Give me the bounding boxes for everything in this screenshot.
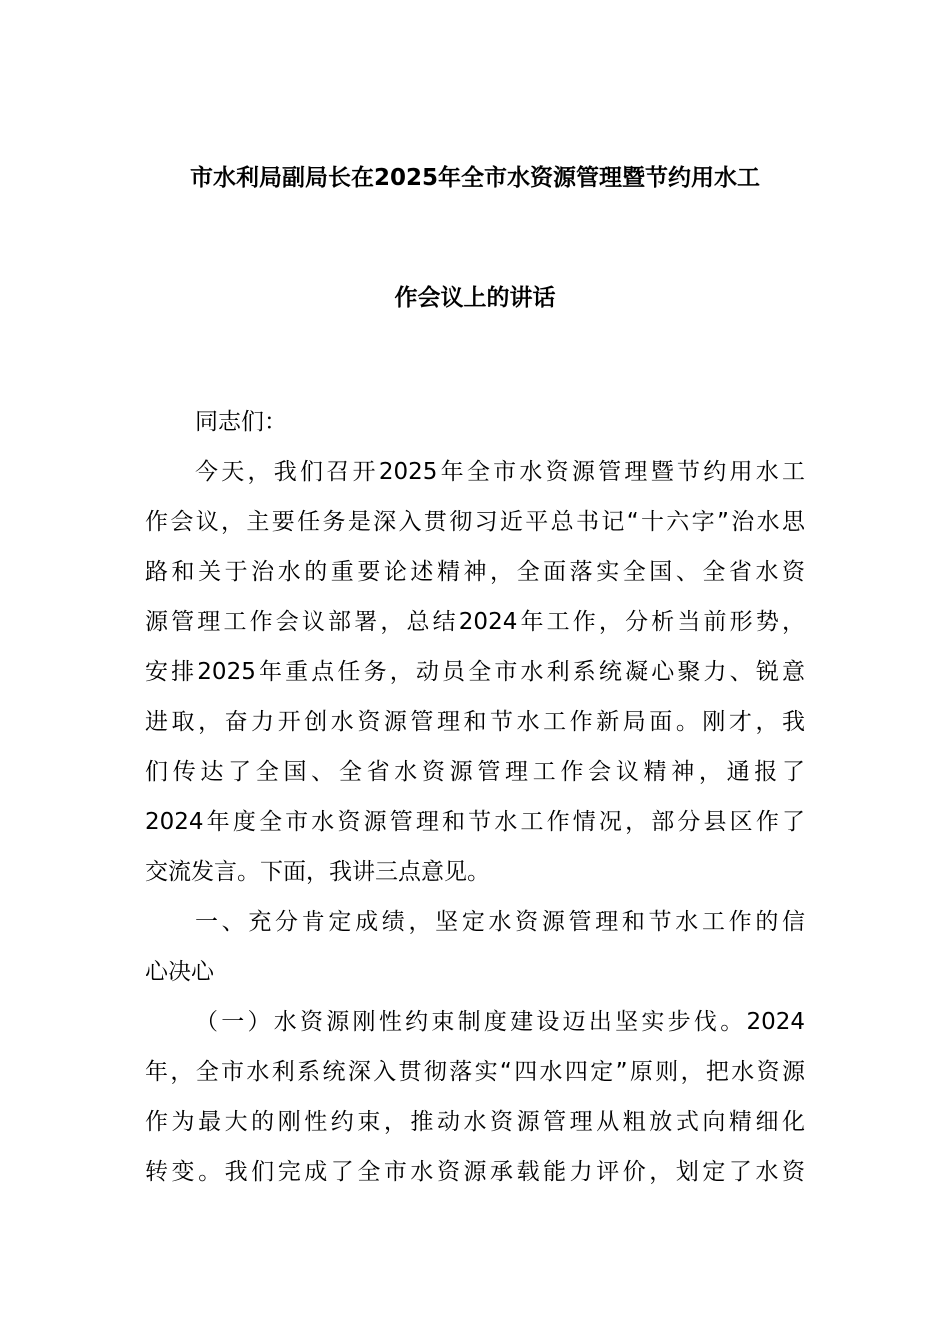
salutation: 同志们： <box>195 409 287 435</box>
subsection-1-line: 转变。我们完成了全市水资源承载能力评价，划定了水资 <box>145 1159 805 1185</box>
paragraph-1-line: 交流发言。下面，我讲三点意见。 <box>145 859 490 885</box>
paragraph-1-line: 安排2025年重点任务，动员全市水利系统凝心聚力、锐意 <box>145 659 805 685</box>
paragraph-1-line: 作会议，主要任务是深入贯彻习近平总书记“十六字”治水思 <box>145 509 805 535</box>
paragraph-1-line: 今天，我们召开2025年全市水资源管理暨节约用水工 <box>195 459 805 485</box>
paragraph-1-line: 2024年度全市水资源管理和节水工作情况，部分县区作了 <box>145 809 805 835</box>
section-1-heading-line: 一、充分肯定成绩，坚定水资源管理和节水工作的信 <box>195 909 805 935</box>
subsection-1-line: 作为最大的刚性约束，推动水资源管理从粗放式向精细化 <box>145 1109 805 1135</box>
paragraph-1-line: 源管理工作会议部署，总结2024年工作，分析当前形势， <box>145 609 805 635</box>
document-title-line-1: 市水利局副局长在2025年全市水资源管理暨节约用水工 <box>189 165 760 191</box>
subsection-1-line: （一）水资源刚性约束制度建设迈出坚实步伐。2024 <box>195 1009 805 1035</box>
section-1-heading-line: 心决心 <box>145 959 214 985</box>
document-title-line-2: 作会议上的讲话 <box>394 285 556 311</box>
subsection-1-line: 年，全市水利系统深入贯彻落实“四水四定”原则，把水资源 <box>145 1059 805 1085</box>
paragraph-1-line: 路和关于治水的重要论述精神，全面落实全国、全省水资 <box>145 559 805 585</box>
paragraph-1-line: 们传达了全国、全省水资源管理工作会议精神，通报了 <box>145 759 805 785</box>
paragraph-1-line: 进取，奋力开创水资源管理和节水工作新局面。刚才，我 <box>145 709 805 735</box>
